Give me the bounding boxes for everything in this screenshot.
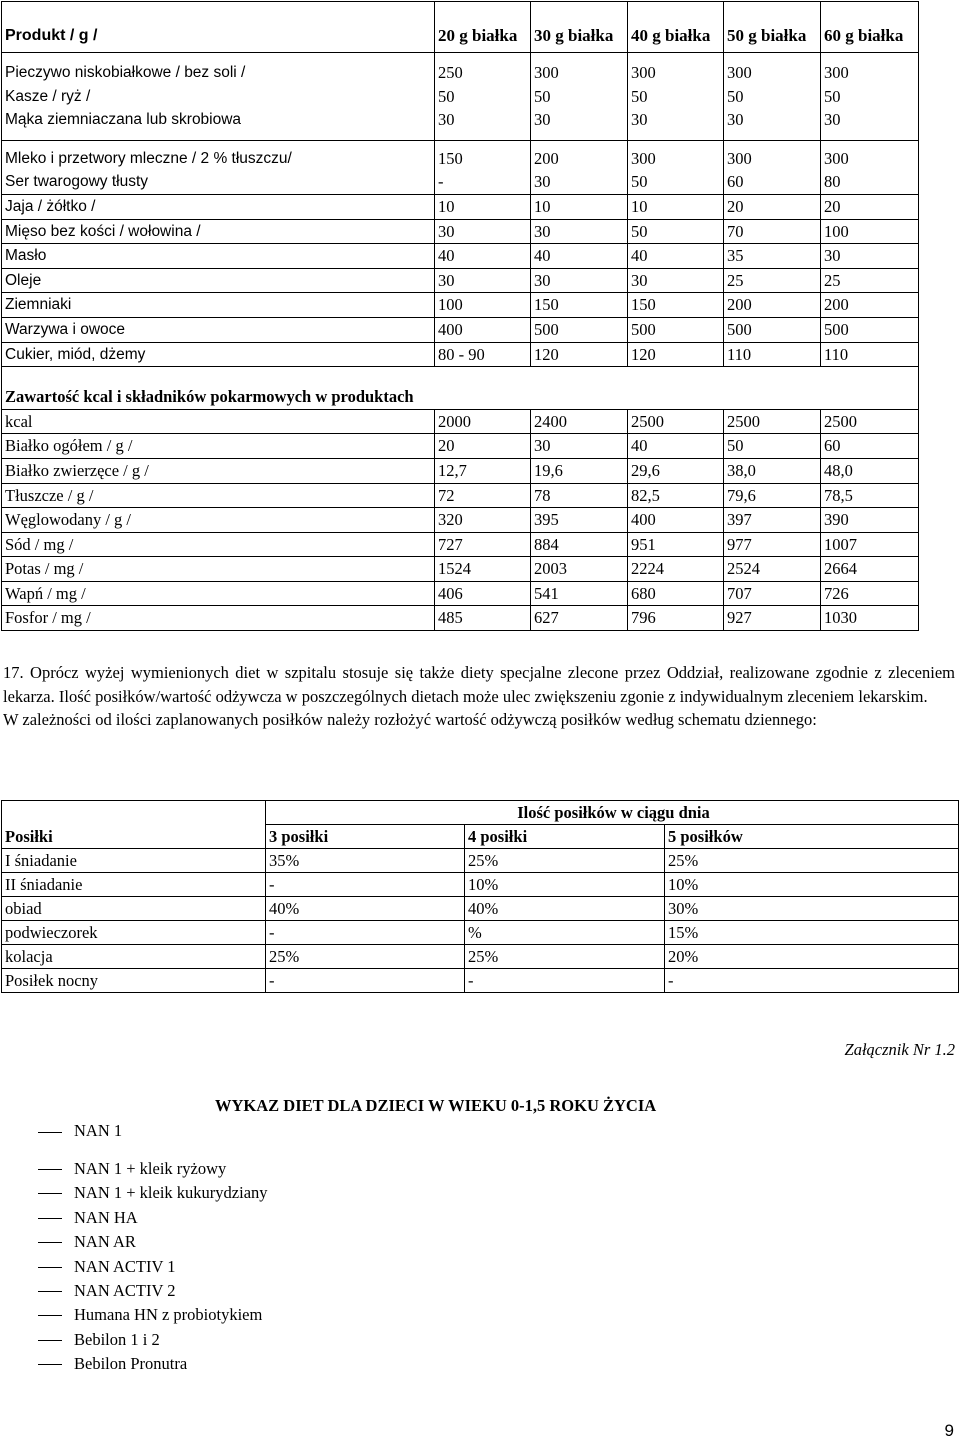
list-item: NAN AR <box>38 1230 268 1254</box>
group-values: 300 50 30 <box>628 53 724 141</box>
table-row: Jaja / żółtko / 10 10 10 20 20 <box>2 194 919 219</box>
list-item: NAN 1 <box>38 1121 268 1157</box>
header-col-20g: 20 g białka <box>435 2 531 53</box>
dash-icon <box>38 1315 62 1316</box>
table-row: Tłuszcze / g / 72 78 82,5 79,6 78,5 <box>2 483 919 508</box>
group-values: 200 30 <box>531 140 628 194</box>
table-row-group-grains <box>2 53 919 141</box>
group-values: 300 50 <box>628 140 724 194</box>
table-row: kolacja 25% 25% 20% <box>2 945 959 969</box>
group-values: 300 50 30 <box>531 53 628 141</box>
group-values: 150 - <box>435 140 531 194</box>
header-col-40g: 40 g białka <box>628 2 724 53</box>
table-row: podwieczorek - % 15% <box>2 921 959 945</box>
table-row: Ziemniaki 100 150 150 200 200 <box>2 293 919 318</box>
annex-label: Załącznik Nr 1.2 <box>844 1040 955 1059</box>
table-row: Białko ogółem / g / 20 30 40 50 60 <box>2 434 919 459</box>
paragraph-2: W zależności od ilości zaplanowanych posiłków należy rozłożyć wartość odżywczą posiłków według schematu dziennego: <box>3 710 817 729</box>
list-item: NAN 1 + kleik kukurydziany <box>38 1181 268 1205</box>
header-col-60g: 60 g białka <box>821 2 919 53</box>
table-row: I śniadanie 35% 25% 25% <box>2 849 959 873</box>
group-values: 300 50 30 <box>724 53 821 141</box>
body-paragraph <box>3 661 955 732</box>
list-item: NAN 1 + kleik ryżowy <box>38 1157 268 1181</box>
dash-icon <box>38 1132 62 1133</box>
spacer-row <box>2 367 919 386</box>
paragraph-1: 17. Oprócz wyżej wymienionych diet w szpitalu stosuje się także diety specjalne zlecone przez Oddział, realizowane zgodnie z zleceniem lekarza. Ilość posiłków/wartość odżywcza w poszczególnych dietach może ulec zwiększeniu zgonie z indywidualnym zleceniem lekarskim. <box>3 663 955 706</box>
table-row: Warzywa i owoce 400 500 500 500 500 <box>2 317 919 342</box>
list-item: Bebilon Pronutra <box>38 1352 268 1376</box>
diet-list-title: WYKAZ DIET DLA DZIECI W WIEKU 0-1,5 ROKU ŻYCIA <box>215 1096 657 1115</box>
header-col-3: 3 posiłki <box>266 825 465 849</box>
header-col-5: 5 posiłków <box>665 825 959 849</box>
header-col-50g: 50 g białka <box>724 2 821 53</box>
list-item: Bebilon 1 i 2 <box>38 1328 268 1352</box>
table-row: II śniadanie - 10% 10% <box>2 873 959 897</box>
dash-icon <box>38 1340 62 1341</box>
table-header-row <box>2 2 919 53</box>
group-values: 250 50 30 <box>435 53 531 141</box>
group-labels: Pieczywo niskobiałkowe / bez soli / Kasze / ryż / Mąka ziemniaczana lub skrobiowa <box>2 53 435 141</box>
list-item: NAN ACTIV 2 <box>38 1279 268 1303</box>
diet-protein-table <box>1 1 919 631</box>
table-row: Wapń / mg / 406 541 680 707 726 <box>2 581 919 606</box>
table-row-group-dairy <box>2 140 919 194</box>
table-row: Mięso bez kości / wołowina / 30 30 50 70 100 <box>2 219 919 244</box>
dash-icon <box>38 1364 62 1365</box>
header-product: Produkt / g / <box>2 2 435 53</box>
group-values: 300 80 <box>821 140 919 194</box>
header-col-4: 4 posiłki <box>465 825 665 849</box>
dash-icon <box>38 1193 62 1194</box>
dash-icon <box>38 1169 62 1170</box>
table-header-row <box>2 801 959 825</box>
list-item: NAN HA <box>38 1206 268 1230</box>
table-row: Potas / mg / 1524 2003 2224 2524 2664 <box>2 557 919 582</box>
table-row: Cukier, miód, dżemy 80 - 90 120 120 110 110 <box>2 342 919 367</box>
dash-icon <box>38 1218 62 1219</box>
header-meals: Posiłki <box>2 801 266 849</box>
list-item: NAN ACTIV 1 <box>38 1255 268 1279</box>
table-row: Sód / mg / 727 884 951 977 1007 <box>2 532 919 557</box>
meal-distribution-table <box>1 800 959 993</box>
dash-icon <box>38 1291 62 1292</box>
section-title-row <box>2 385 919 409</box>
section-title: Zawartość kcal i składników pokarmowych w produktach <box>2 385 919 409</box>
table-row: Białko zwierzęce / g / 12,7 19,6 29,6 38,0 48,0 <box>2 458 919 483</box>
header-meal-count: Ilość posiłków w ciągu dnia <box>266 801 959 825</box>
diet-list <box>38 1121 268 1377</box>
header-col-30g: 30 g białka <box>531 2 628 53</box>
table-row: Masło 40 40 40 35 30 <box>2 244 919 269</box>
page-number: 9 <box>944 1421 954 1440</box>
table-row: kcal 2000 2400 2500 2500 2500 <box>2 409 919 434</box>
group-values: 300 60 <box>724 140 821 194</box>
table-row: Oleje 30 30 30 25 25 <box>2 268 919 293</box>
dash-icon <box>38 1267 62 1268</box>
table-row: Posiłek nocny - - - <box>2 969 959 993</box>
list-item: Humana HN z probiotykiem <box>38 1303 268 1327</box>
table-row: Węglowodany / g / 320 395 400 397 390 <box>2 508 919 533</box>
table-row: Fosfor / mg / 485 627 796 927 1030 <box>2 606 919 631</box>
table-row: obiad 40% 40% 30% <box>2 897 959 921</box>
dash-icon <box>38 1242 62 1243</box>
group-labels: Mleko i przetwory mleczne / 2 % tłuszczu/ Ser twarogowy tłusty <box>2 140 435 194</box>
group-values: 300 50 30 <box>821 53 919 141</box>
